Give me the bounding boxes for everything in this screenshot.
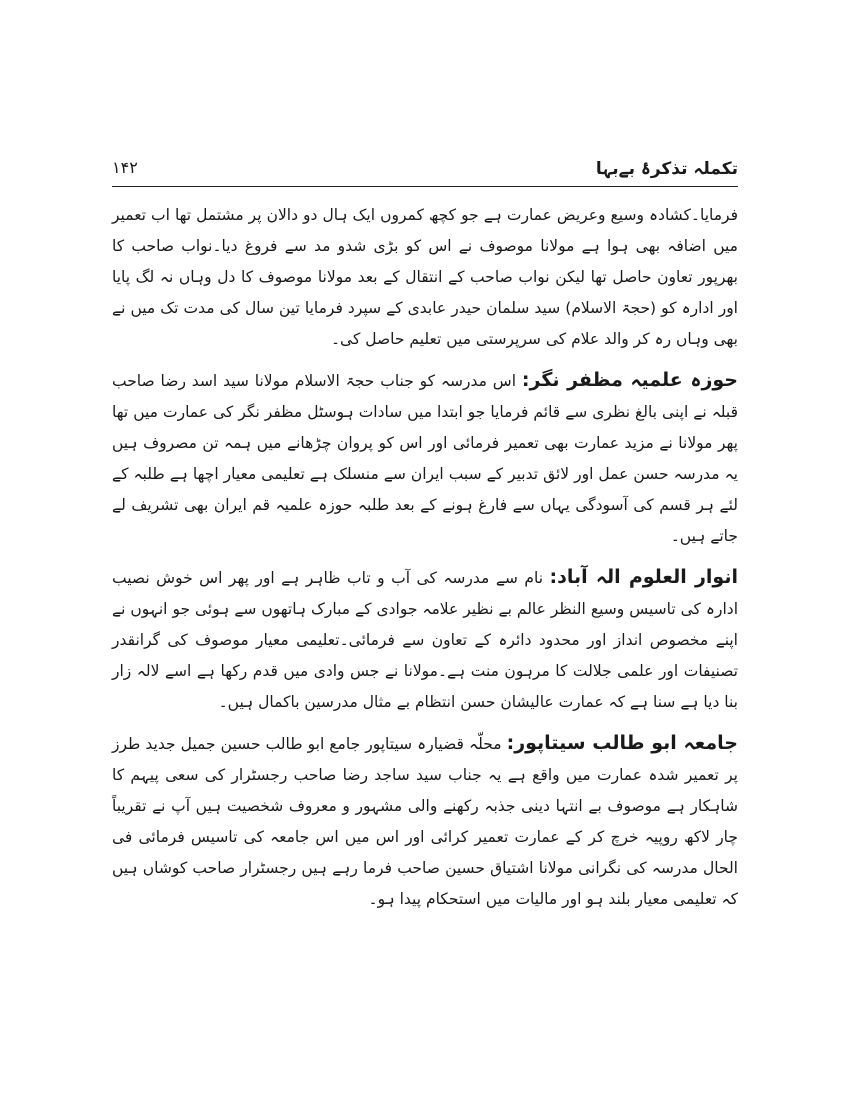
page-body [112,200,738,925]
paragraph-jamia-abu-talib [112,728,738,915]
paragraph-text: محلّہ قضیارہ سیتاپور جامع ابو طالب حسین جمیل جدید طرز پر تعمیر شدہ عمارت میں واقع ہے یہ جناب سید ساجد رضا صاحب رجسٹرار کی سعی پیہم کا شاہکار ہے موصوف بے انتہا دینی جذبہ رکھنے والی مشہور و معروف شخصیت ہیں آپ نے تقریباً چار لاکھ روپیہ خرچ کر کے عمارت تعمیر کرائی اور اس میں اس جامعہ کی تاسیس فرمائی فی الحال مدرسہ کی نگرانی مولانا اشتیاق حسین صاحب فرما رہے ہیں رجسٹرار صاحب کوشاں ہیں کہ تعلیمی معیار بلند ہو اور مالیات میں استحکام پیدا ہو۔ [112,735,738,908]
header-divider [112,186,738,187]
book-title: تکملہ تذکرۂ بےبہا [595,159,738,179]
paragraph-text: فرمایا۔کشادہ وسیع وعریض عمارت ہے جو کچھ کمروں ایک ہال دو دالان پر مشتمل تھا اب تعمیر میں اضافہ بھی ہوا ہے مولانا موصوف نے اس کو بڑی شدو مد سے فروغ دیا۔نواب صاحب کا بھرپور تعاون حاصل تھا لیکن نواب صاحب کے انتقال کے بعد مولانا موصوف کا دل وہاں نہ لگ پایا اور ادارہ کو (حجۃ الاسلام) سید سلمان حیدر عابدی کے سپرد فرمایا تین سال کی مدت تک میں نے بھی وہاں رہ کر والد علام کی سرپرستی میں تعلیم حاصل کی۔ [112,206,738,348]
paragraph-anwar-ul-uloom [112,562,738,718]
section-heading: انوار العلوم الہ آباد: [549,566,738,588]
paragraph-text: نام سے مدرسہ کی آب و تاب ظاہر ہے اور پھر اس خوش نصیب ادارہ کی تاسیس وسیع النظر عالم بے نظیر علامہ جوادی کے مبارک ہاتھوں سے ہوئی جو انہوں نے اپنے مخصوص انداز اور محدود دائرہ کے تعاون سے فرمائی۔تعلیمی معیار موصوف کی گرانقدر تصنیفات اور علمی جلالت کا مرہون منت ہے۔مولانا نے جس وادی میں قدم رکھا ہے اسے لالہ زار بنا دیا ہے سنا ہے کہ عمارت عالیشان حسن انتظام بے مثال مدرسین باکمال ہیں۔ [112,569,738,711]
page-number: ۱۴۲ [112,158,138,177]
paragraph-hawza-muzaffarnagar [112,365,738,552]
section-heading: حوزہ علمیہ مظفر نگر: [521,369,738,391]
paragraph-continuation [112,200,738,355]
running-header [112,156,738,184]
section-heading: جامعہ ابو طالب سیتاپور: [506,732,739,754]
paragraph-text: اس مدرسہ کو جناب حجۃ الاسلام مولانا سید اسد رضا صاحب قبلہ نے اپنی بالغ نظری سے قائم فرمایا جو ابتدا میں سادات ہوسٹل مظفر نگر کی عمارت میں تھا پھر مولانا نے مزید عمارت بھی تعمیر فرمائی اور اس کو پروان چڑھانے میں ہمہ تن مصروف ہیں یہ مدرسہ حسن عمل اور لائق تدبیر کے سبب ایران سے منسلک ہے تعلیمی معیار اچھا ہے طلبہ کے لئے ہر قسم کی آسودگی یہاں سے فارغ ہونے کے بعد طلبہ حوزہ علمیہ قم ایران بھی تشریف لے جاتے ہیں۔ [112,372,738,545]
